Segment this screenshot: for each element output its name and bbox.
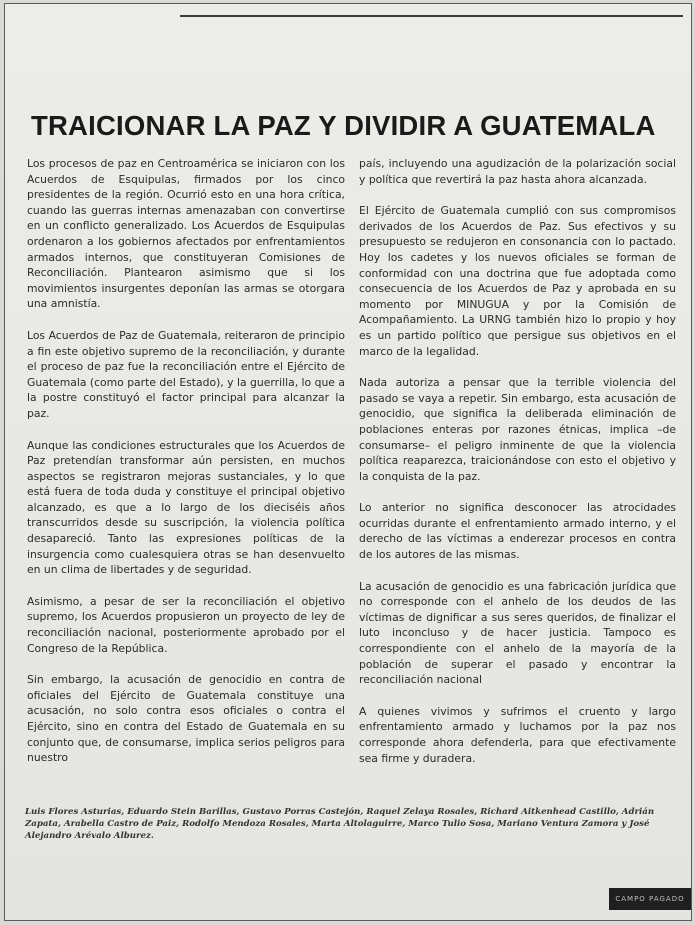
paragraph: La acusación de genocidio es una fabricación jurídica que no corresponde con el anhelo de los deudos de las víctimas de dignificar a sus seres queridos, de finalizar el luto inconcluso y de hacer justicia. Tampoco es correspondiente con el anhelo de la mayoría de la población de superar el pasado y encontrar la reconciliación nacional <box>359 579 676 687</box>
headline: TRAICIONAR LA PAZ Y DIVIDIR A GUATEMALA <box>31 110 656 142</box>
paragraph: Nada autoriza a pensar que la terrible violencia del pasado se vaya a repetir. Sin embargo, esta acusación de genocidio, que significa la deliberada eliminación de poblaciones enteras por razones étnicas, implica –de consumarse– el peligro inminente de que la violencia política reaparezca, traicionándose con esto el objetivo y la conquista de la paz. <box>359 376 676 483</box>
paragraph: país, incluyendo una agudización de la polarización social y política que revertirá la paz hasta ahora alcanzada. <box>359 157 676 186</box>
newspaper-page <box>4 3 692 921</box>
paragraph: Asimismo, a pesar de ser la reconciliación el objetivo supremo, los Acuerdos propusieron un proyecto de ley de reconciliación nacional, posteriormente aprobado por el Congreso de la República. <box>27 594 345 655</box>
paragraph: Los procesos de paz en Centroamérica se iniciaron con los Acuerdos de Esquipulas, firmados por los cinco presidentes de la región. Ocurrió esto en una hora crítica, cuando las guerras internas amenazaban con convertirse en un conflicto generalizado. Los Acuerdos de Esquipulas ordenaron a los gobiernos afectados por enfrentamientos armados internos, que constituyeran Comisiones de Reconciliación. Plantearon asimismo que si los movimientos insurgentes deponían las armas se otorgara una amnistía. <box>27 157 345 311</box>
paragraph: Aunque las condiciones estructurales que los Acuerdos de Paz pretendían transformar aún persisten, en muchos aspectos se registraron mejoras sustanciales, y lo que está fuera de toda duda y constituye el principal objetivo alcanzado, es que a lo largo de los dieciséis años transcurridos desde su suscripción, la violencia política desapareció. Tanto las expresiones políticas de la insurgencia como cualesquiera otras se han desenvuelto en un clima de libertades y de seguridad. <box>27 438 345 577</box>
footer-section-tab: CAMPO PAGADO <box>609 888 691 910</box>
paragraph: A quienes vivimos y sufrimos el cruento y largo enfrentamiento armado y luchamos por la paz nos corresponde ahora defenderla, para que efectivamente sea firme y duradera. <box>359 704 676 765</box>
left-column <box>27 156 345 782</box>
right-column <box>359 156 676 782</box>
top-rule <box>180 15 683 17</box>
paragraph: Sin embargo, la acusación de genocidio en contra de oficiales del Ejército de Guatemala constituye una acusación, no solo contra esos oficiales o contra el Ejército, sino en contra del Estado de Guatemala en su conjunto que, de consumarse, implica serios peligros para nuestro <box>27 673 345 765</box>
signatories: Luis Flores Asturias, Eduardo Stein Barillas, Gustavo Porras Castejón, Raquel Zelaya Rosales, Richard Aitkenhead Castillo, Adrián Zapata, Arabella Castro de Paiz, Rodolfo Mendoza Rosales, Marta Altolaguirre, Marco Tulio Sosa, Mariano Ventura Zamora y José Alejandro Arévalo Alburez. <box>25 807 655 841</box>
paragraph: El Ejército de Guatemala cumplió con sus compromisos derivados de los Acuerdos de Paz. Sus efectivos y su presupuesto se redujeron en consonancia con lo pactado. Hoy los cadetes y los nuevos oficiales se forman de conformidad con una doctrina que fue adoptada como consecuencia de los Acuerdos de Paz y aprobada en su momento por MINUGUA y por la Comisión de Acompañamiento. La URNG también hizo lo propio y hoy es un partido político que persigue sus objetivos en el marco de la legalidad. <box>359 204 676 358</box>
paragraph: Los Acuerdos de Paz de Guatemala, reiteraron de principio a fin este objetivo supremo de la reconciliación, y durante el proceso de paz fue la reconciliación entre el Ejército de Guatemala (como parte del Estado), y la guerrilla, lo que a la postre constituyó el factor principal para alcanzar la paz. <box>27 328 345 420</box>
paragraph: Lo anterior no significa desconocer las atrocidades ocurridas durante el enfrentamiento armado interno, y el derecho de las víctimas a enderezar procesos en contra de los autores de las mismas. <box>359 501 676 562</box>
